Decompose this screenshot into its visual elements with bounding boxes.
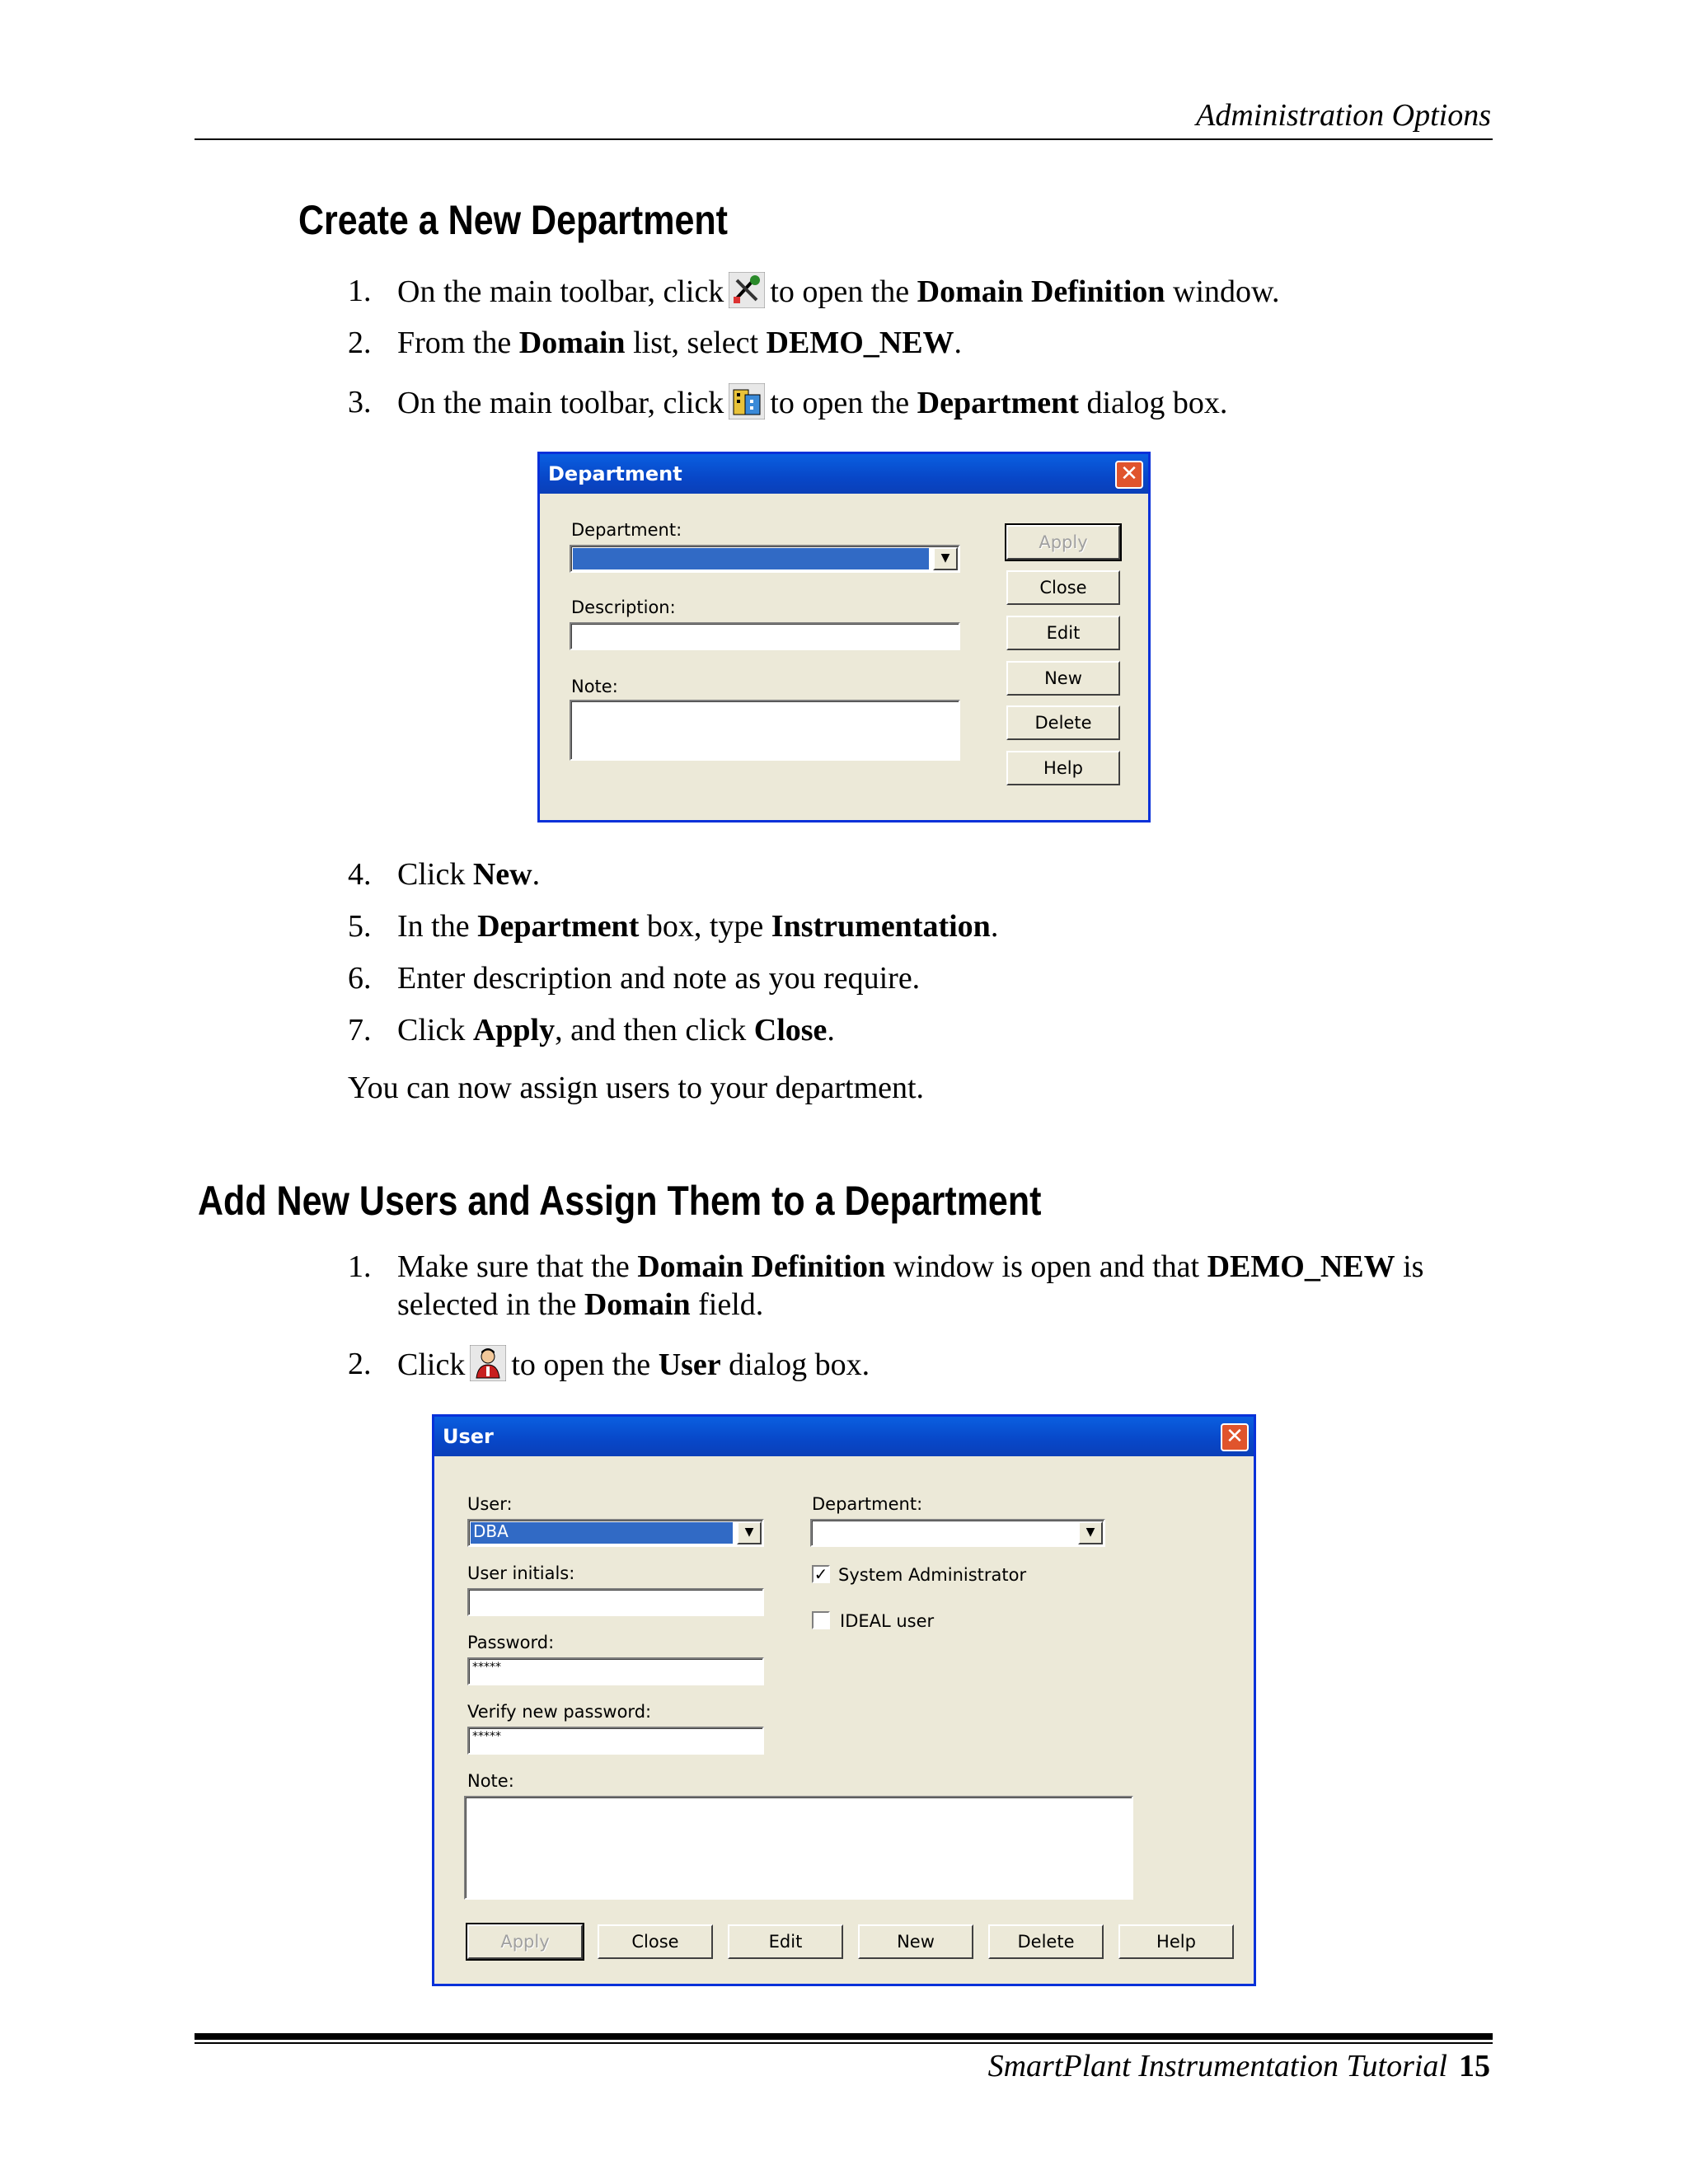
user-combo[interactable]	[467, 1519, 764, 1547]
system-administrator-checkbox[interactable]: ✓	[812, 1565, 830, 1583]
step-number: 3.	[348, 385, 372, 419]
password-value: *****	[472, 1661, 501, 1674]
step-2-1	[348, 1248, 1502, 1324]
help-button[interactable]: Help	[1006, 751, 1120, 785]
step-number: 4.	[348, 857, 372, 892]
department-combo-selection	[573, 548, 929, 569]
help-button[interactable]: Help	[1118, 1924, 1234, 1959]
step-3	[348, 383, 1502, 421]
footer-title: SmartPlant Instrumentation Tutorial	[987, 2049, 1447, 2083]
footer-rule-thin	[195, 2042, 1493, 2044]
domain-definition-icon	[729, 272, 765, 308]
step-number: 2.	[348, 1347, 372, 1381]
department-combo[interactable]	[570, 545, 960, 573]
step-number: 5.	[348, 909, 372, 944]
step-number: 6.	[348, 961, 372, 996]
note-label: Note:	[571, 677, 618, 696]
step-text: Click Apply, and then click Close.	[397, 1013, 835, 1047]
verify-password-input[interactable]	[467, 1727, 764, 1755]
verify-password-label: Verify new password:	[467, 1702, 652, 1722]
user-icon	[470, 1345, 506, 1381]
section-heading-create-department: Create a New Department	[298, 197, 728, 243]
department-combo[interactable]	[810, 1519, 1105, 1547]
edit-button[interactable]: Edit	[728, 1924, 843, 1959]
close-icon[interactable]: ✕	[1115, 461, 1143, 489]
step-text: From the Domain list, select DEMO_NEW.	[397, 326, 963, 360]
step-2-2	[348, 1345, 1502, 1383]
closing-paragraph: You can now assign users to your department.	[348, 1071, 925, 1105]
user-initials-input[interactable]	[467, 1588, 764, 1616]
chevron-down-icon[interactable]: ▼	[933, 547, 958, 570]
step-4	[348, 855, 1502, 893]
step-6	[348, 959, 1502, 997]
new-button[interactable]: New	[1006, 661, 1120, 696]
step-text: Enter description and note as you require.	[397, 961, 921, 996]
page-number: 15	[1459, 2049, 1490, 2083]
description-label: Description:	[571, 598, 676, 617]
password-input[interactable]	[467, 1657, 764, 1685]
note-textarea[interactable]	[464, 1796, 1133, 1900]
department-label: Department:	[571, 520, 682, 540]
close-icon[interactable]: ✕	[1221, 1423, 1249, 1451]
step-number: 1.	[348, 1249, 372, 1284]
step-number: 2.	[348, 326, 372, 360]
running-footer	[988, 2048, 1490, 2084]
step-number: 7.	[348, 1013, 372, 1047]
step-1	[348, 272, 1502, 310]
step-7	[348, 1011, 1502, 1049]
ideal-user-checkbox[interactable]	[812, 1611, 830, 1629]
section-heading-add-users: Add New Users and Assign Them to a Department	[198, 1178, 1042, 1224]
header-rule	[195, 138, 1493, 140]
step-2	[348, 324, 1502, 362]
apply-button[interactable]: Apply	[1006, 525, 1120, 560]
step-text: Click to open the User dialog box.	[397, 1345, 870, 1384]
step-number: 1.	[348, 274, 372, 308]
step-text: Make sure that the Domain Definition window is open and that DEMO_NEW is selected in the Domain field.	[397, 1249, 1424, 1322]
user-label: User:	[467, 1494, 513, 1514]
dialog-title: User	[434, 1417, 1254, 1456]
user-dialog	[432, 1414, 1256, 1986]
verify-password-value: *****	[472, 1730, 501, 1743]
system-administrator-label: System Administrator	[838, 1565, 1027, 1585]
step-text: Click New.	[397, 857, 541, 892]
chevron-down-icon[interactable]: ▼	[1078, 1521, 1103, 1544]
running-header: Administration Options	[1196, 98, 1491, 133]
department-label: Department:	[812, 1494, 923, 1514]
step-text: In the Department box, type Instrumentation.	[397, 909, 999, 944]
user-initials-label: User initials:	[467, 1563, 575, 1583]
delete-button[interactable]: Delete	[1006, 705, 1120, 740]
footer-rule	[195, 2033, 1493, 2040]
password-label: Password:	[467, 1633, 555, 1652]
edit-button[interactable]: Edit	[1006, 616, 1120, 650]
department-dialog	[537, 452, 1151, 823]
step-text: On the main toolbar, click to open the Department dialog box.	[397, 383, 1227, 422]
close-button[interactable]: Close	[1006, 570, 1120, 605]
note-textarea[interactable]	[570, 700, 960, 761]
dialog-title: Department	[540, 454, 1148, 494]
department-icon	[729, 383, 765, 419]
note-label: Note:	[467, 1771, 514, 1791]
description-input[interactable]	[570, 622, 960, 650]
step-5	[348, 907, 1502, 945]
ideal-user-label: IDEAL user	[840, 1611, 935, 1631]
step-text: On the main toolbar, click to open the Domain Definition window.	[397, 272, 1280, 311]
new-button[interactable]: New	[858, 1924, 973, 1959]
chevron-down-icon[interactable]: ▼	[737, 1521, 762, 1544]
user-combo-selection: DBA	[471, 1522, 733, 1544]
delete-button[interactable]: Delete	[988, 1924, 1104, 1959]
apply-button[interactable]: Apply	[467, 1924, 583, 1959]
close-button[interactable]: Close	[598, 1924, 713, 1959]
